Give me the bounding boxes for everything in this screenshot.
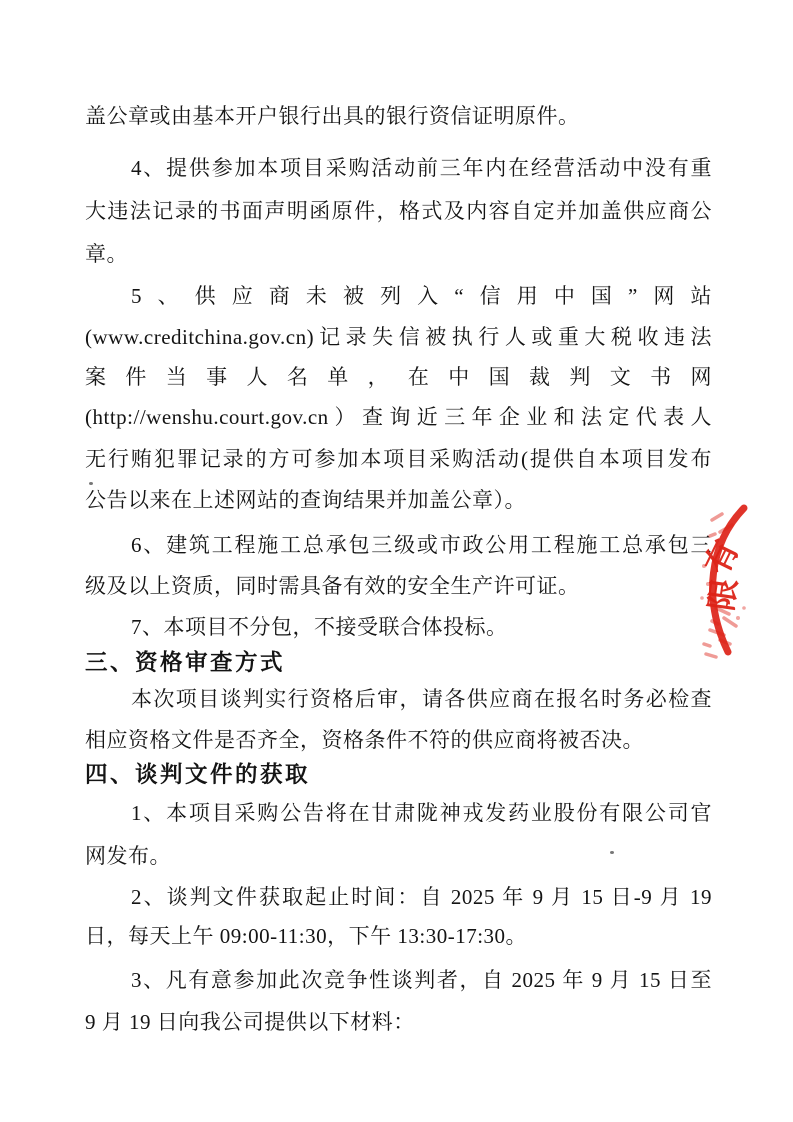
doc-line: 2、谈判文件获取起止时间：自 2025 年 9 月 15 日-9 月 19 [131, 885, 712, 909]
seal-border-arc [713, 508, 744, 652]
scan-speck [610, 851, 614, 854]
doc-line: (http://wenshu.court.gov.cn）查询近三年企业和法定代表人 [85, 405, 712, 429]
doc-line: 9 月 19 日向我公司提供以下材料： [85, 1010, 415, 1034]
seal-char-xian: 限 [703, 576, 744, 613]
doc-line: 网发布。 [85, 844, 171, 868]
doc-line: 章。 [85, 242, 128, 266]
doc-line: 3、凡有意参加此次竞争性谈判者，自 2025 年 9 月 15 日至 [131, 968, 712, 992]
doc-line: 5、供应商未被列入“信用中国”网站 [131, 284, 712, 308]
doc-line: 公告以来在上述网站的查询结果并加盖公章）。 [85, 488, 526, 512]
doc-line: 相应资格文件是否齐全，资格条件不符的供应商将被否决。 [85, 728, 644, 752]
section-heading-3: 三、资格审查方式 [85, 650, 286, 675]
doc-line: 1、本项目采购公告将在甘肃陇神戎发药业股份有限公司官 [131, 801, 712, 825]
doc-line: 案件当事人名单，在中国裁判文书网 [85, 365, 712, 389]
doc-line: 6、建筑工程施工总承包三级或市政公用工程施工总承包三 [131, 533, 712, 557]
doc-line: (www.creditchina.gov.cn)记录失信被执行人或重大税收违法 [85, 325, 712, 349]
doc-line: 本次项目谈判实行资格后审，请各供应商在报名时务必检查 [131, 687, 712, 711]
section-heading-4: 四、谈判文件的获取 [85, 762, 311, 787]
scan-speck [89, 482, 93, 485]
doc-line: 7、本项目不分包，不接受联合体投标。 [131, 615, 508, 639]
doc-line: 级及以上资质，同时需具备有效的安全生产许可证。 [85, 574, 580, 598]
document-text-block [85, 0, 712, 1122]
seal-char-you: 有 [697, 534, 746, 580]
doc-line: 大违法记录的书面声明函原件，格式及内容自定并加盖供应商公 [85, 199, 712, 223]
doc-line: 盖公章或由基本开户银行出具的银行资信证明原件。 [85, 104, 580, 128]
doc-line: 无行贿犯罪记录的方可参加本项目采购活动(提供自本项目发布 [85, 447, 712, 471]
doc-line: 日，每天上午 09:00-11:30，下午 13:30-17:30。 [85, 924, 528, 948]
doc-line: 4、提供参加本项目采购活动前三年内在经营活动中没有重 [131, 156, 712, 180]
